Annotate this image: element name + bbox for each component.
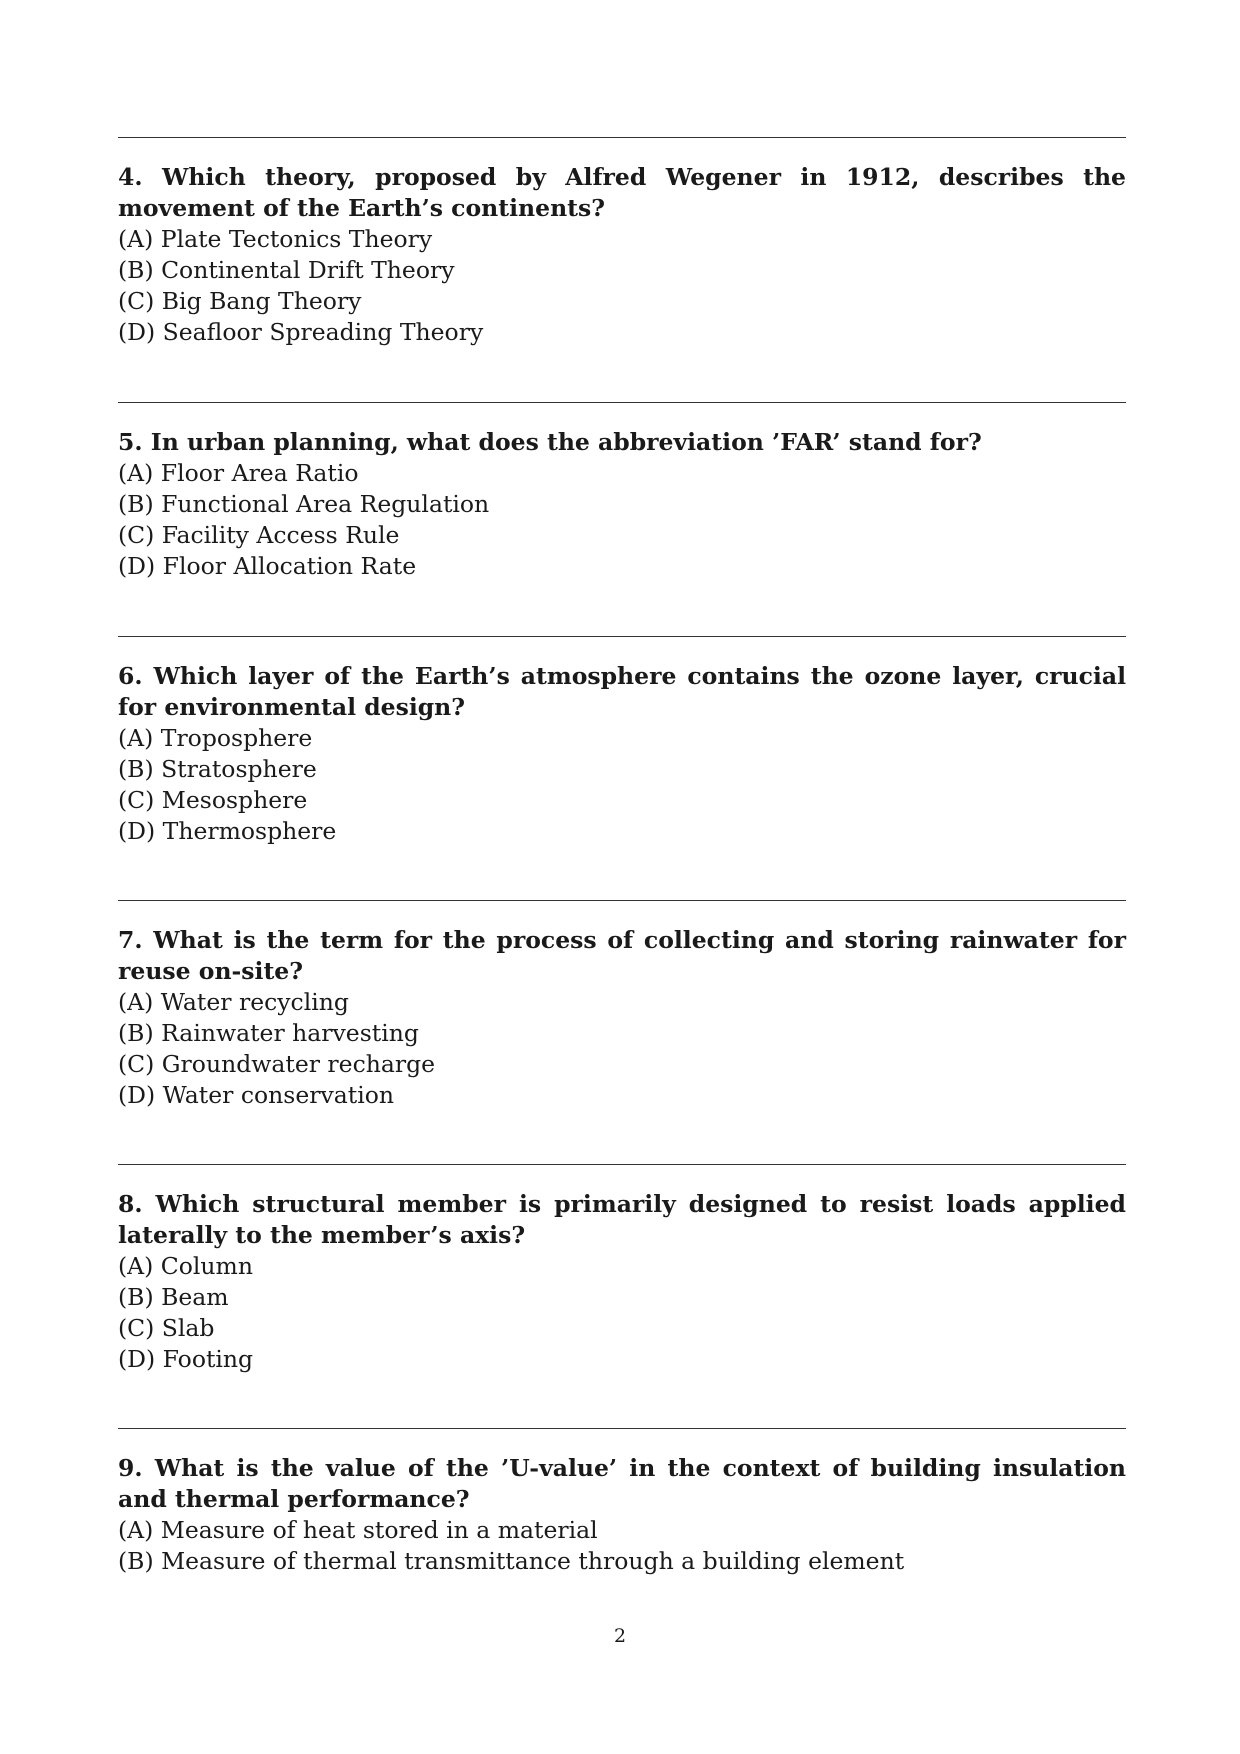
question-4: [118, 162, 1126, 348]
option-c: (C) Groundwater recharge: [118, 1050, 436, 1078]
option-a: (A) Plate Tectonics Theory: [118, 225, 433, 253]
question-text: 9. What is the value of the ’U-value’ in the context of building insulation and thermal performance?: [118, 1454, 1126, 1513]
page-number: 2: [613, 1625, 627, 1647]
option-d: (D) Floor Allocation Rate: [118, 552, 417, 580]
option-c: (C) Big Bang Theory: [118, 287, 362, 315]
separator-rule: [118, 1164, 1126, 1165]
option-b: (B) Measure of thermal transmittance through a building element: [118, 1547, 905, 1575]
option-b: (B) Rainwater harvesting: [118, 1019, 419, 1047]
question-7: [118, 925, 1126, 1111]
question-text: 8. Which structural member is primarily designed to resist loads applied laterally to the member’s axis?: [118, 1190, 1126, 1249]
option-b: (B) Functional Area Regulation: [118, 490, 490, 518]
question-5: [118, 427, 1126, 582]
option-c: (C) Mesosphere: [118, 786, 308, 814]
separator-rule: [118, 137, 1126, 138]
separator-rule: [118, 1428, 1126, 1429]
question-8: [118, 1189, 1126, 1375]
option-d: (D) Water conservation: [118, 1081, 394, 1109]
question-text: 5. In urban planning, what does the abbreviation ’FAR’ stand for?: [118, 428, 982, 456]
separator-rule: [118, 402, 1126, 403]
option-c: (C) Slab: [118, 1314, 215, 1342]
option-d: (D) Thermosphere: [118, 817, 337, 845]
option-a: (A) Troposphere: [118, 724, 313, 752]
option-c: (C) Facility Access Rule: [118, 521, 400, 549]
question-6: [118, 661, 1126, 847]
option-d: (D) Seafloor Spreading Theory: [118, 318, 484, 346]
option-b: (B) Stratosphere: [118, 755, 317, 783]
option-a: (A) Water recycling: [118, 988, 349, 1016]
question-text: 4. Which theory, proposed by Alfred Wegener in 1912, describes the movement of the Earth’s continents?: [118, 163, 1126, 222]
question-text: 7. What is the term for the process of collecting and storing rainwater for reuse on-site?: [118, 926, 1126, 985]
option-b: (B) Beam: [118, 1283, 229, 1311]
separator-rule: [118, 900, 1126, 901]
option-a: (A) Measure of heat stored in a material: [118, 1516, 598, 1544]
option-a: (A) Column: [118, 1252, 253, 1280]
question-9: [118, 1453, 1126, 1577]
option-a: (A) Floor Area Ratio: [118, 459, 359, 487]
option-b: (B) Continental Drift Theory: [118, 256, 455, 284]
question-text: 6. Which layer of the Earth’s atmosphere contains the ozone layer, crucial for environmental design?: [118, 662, 1126, 721]
separator-rule: [118, 636, 1126, 637]
option-d: (D) Footing: [118, 1345, 254, 1373]
